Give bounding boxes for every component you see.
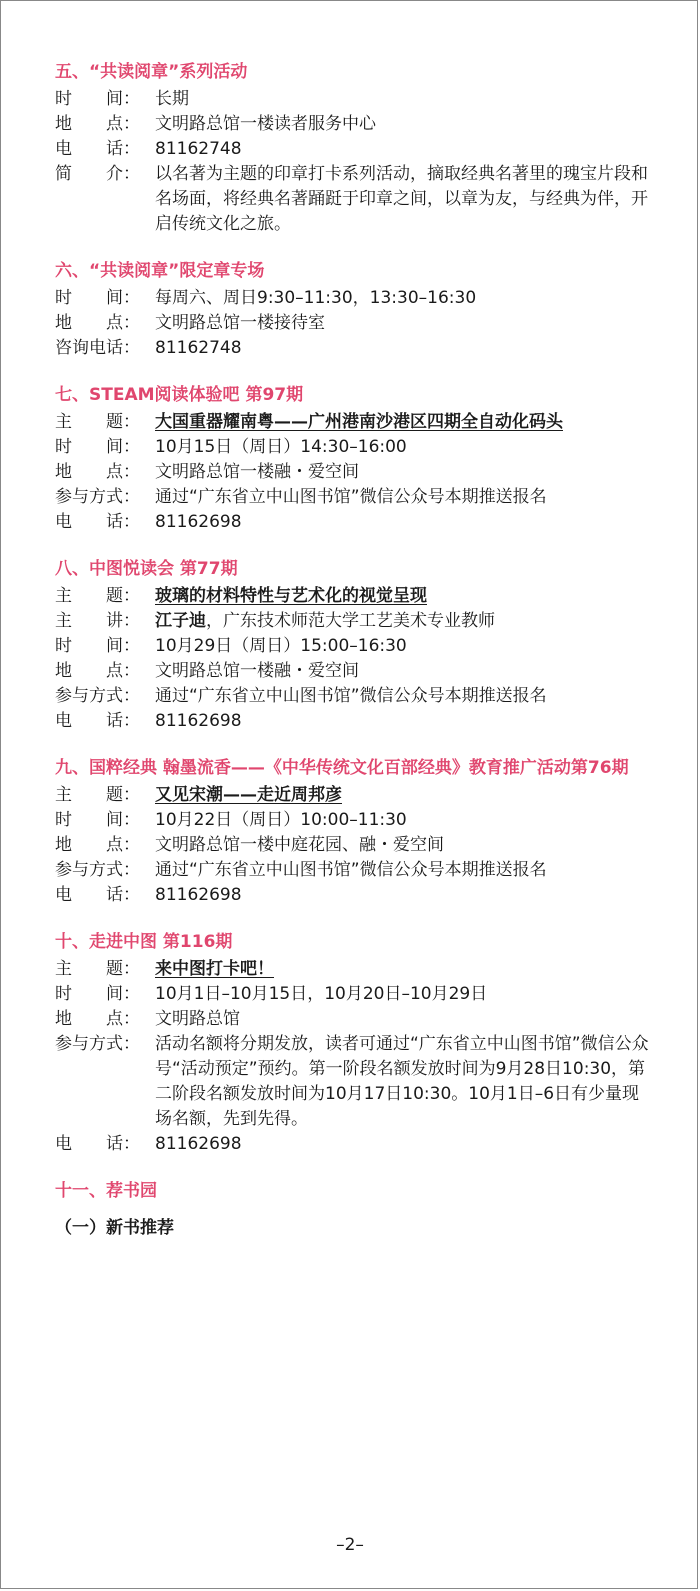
row-label: 参与方式： [55,686,140,706]
row-label: 时 间： [55,636,140,656]
info-row-time [55,87,655,112]
section-heading: 六、“共读阅章”限定章专场 [55,261,265,281]
section-reading-club [55,556,655,734]
info-row-location [55,460,655,485]
row-value: 文明路总馆一楼中庭花园、融・爱空间 [155,835,444,855]
section-heading: 七、STEAM阅读体验吧 第97期 [55,385,304,405]
row-value: 10月22日（周日）10:00–11:30 [155,810,407,830]
row-value: 文明路总馆 [155,1009,240,1029]
info-row-topic [55,783,655,808]
row-label: 咨询电话： [55,338,140,358]
row-label: 主 讲： [55,611,140,631]
info-row-location [55,833,655,858]
row-label: 主 题： [55,785,140,805]
row-label: 时 间： [55,437,140,457]
row-value: 81162698 [155,1134,242,1154]
row-label: 电 话： [55,885,140,905]
row-label: 电 话： [55,512,140,532]
row-label: 参与方式： [55,1034,140,1054]
row-value: 每周六、周日9:30–11:30，13:30–16:30 [155,288,477,308]
row-label: 地 点： [55,462,140,482]
row-label: 主 题： [55,412,140,432]
row-value: 10月1日–10月15日，10月20日–10月29日 [155,984,488,1004]
page-number: –2– [336,1535,364,1555]
topic-value: 大国重器耀南粤——广州港南沙港区四期全自动化码头 [155,412,563,432]
section-steam-reading [55,382,655,535]
row-label: 地 点： [55,835,140,855]
row-label: 时 间： [55,288,140,308]
row-label: 简 介： [55,164,140,184]
info-row-time [55,286,655,311]
info-row-time [55,982,655,1007]
speaker-value [155,609,655,634]
row-value: 81162698 [155,512,242,532]
info-row-location [55,659,655,684]
row-value: 文明路总馆一楼融・爱空间 [155,661,359,681]
info-row-location [55,311,655,336]
section-heading: 八、中图悦读会 第77期 [55,559,238,579]
row-label: 地 点： [55,313,140,333]
row-value: 以名著为主题的印章打卡系列活动，摘取经典名著里的瑰宝片段和名场面，将经典名著踊跹于印章之间，以章为友，与经典为伴，开启传统文化之旅。 [155,164,648,234]
row-value: 文明路总馆一楼融・爱空间 [155,462,359,482]
row-label: 地 点： [55,1009,140,1029]
row-label: 主 题： [55,586,140,606]
page-content [55,59,655,1241]
row-value: 10月15日（周日）14:30–16:00 [155,437,407,457]
info-row-phone [55,709,655,734]
section-gongdu-series [55,59,655,237]
info-row-speaker [55,609,655,634]
row-label: 电 话： [55,711,140,731]
row-label: 地 点： [55,114,140,134]
info-row-time [55,435,655,460]
row-label: 主 题： [55,959,140,979]
row-label: 电 话： [55,139,140,159]
section-heading: 十一、荐书园 [55,1181,157,1201]
info-row-time [55,808,655,833]
row-value: 通过“广东省立中山图书馆”微信公众号本期推送报名 [155,487,547,507]
info-row-participation [55,485,655,510]
info-row-time [55,634,655,659]
topic-value: 又见宋潮——走近周邦彦 [155,785,342,805]
info-row-phone [55,137,655,162]
section-heading: 十、走进中图 第116期 [55,932,233,952]
info-row-topic [55,584,655,609]
section-heading: 五、“共读阅章”系列活动 [55,62,248,82]
topic-value: 来中图打卡吧！ [155,959,274,979]
speaker-name: 江子迪 [155,611,206,631]
info-row-phone [55,510,655,535]
row-label: 时 间： [55,810,140,830]
speaker-title: ，广东技术师范大学工艺美术专业教师 [206,611,495,631]
info-row-phone [55,1132,655,1157]
info-row-topic [55,410,655,435]
topic-value: 玻璃的材料特性与艺术化的视觉呈现 [155,586,427,606]
row-value: 长期 [155,89,189,109]
info-row-location [55,112,655,137]
section-gongdu-limited-stamp [55,258,655,361]
row-value: 81162698 [155,885,242,905]
section-visit-library [55,929,655,1157]
row-value: 活动名额将分期发放，读者可通过“广东省立中山图书馆”微信公众号“活动预定”预约。第一阶段名额发放时间为9月28日10:30，第二阶段名额发放时间为10月17日10:30。10月1日–6日有少量现场名额，先到先得。 [155,1034,649,1129]
info-row-participation [55,858,655,883]
info-row-phone [55,336,655,361]
row-value: 10月29日（周日）15:00–16:30 [155,636,407,656]
section-book-recommend [55,1178,655,1204]
row-value: 文明路总馆一楼读者服务中心 [155,114,376,134]
row-label: 地 点： [55,661,140,681]
section-classics-education [55,755,655,908]
row-value: 通过“广东省立中山图书馆”微信公众号本期推送报名 [155,686,547,706]
info-row-participation [55,684,655,709]
info-row-location [55,1007,655,1032]
subsection-heading-new-books: （一）新书推荐 [55,1218,174,1238]
info-row-phone [55,883,655,908]
row-value: 通过“广东省立中山图书馆”微信公众号本期推送报名 [155,860,547,880]
row-label: 时 间： [55,89,140,109]
row-label: 参与方式： [55,860,140,880]
row-label: 参与方式： [55,487,140,507]
row-value: 文明路总馆一楼接待室 [155,313,325,333]
row-label: 时 间： [55,984,140,1004]
row-value: 81162748 [155,139,242,159]
section-heading: 九、国粹经典 翰墨流香——《中华传统文化百部经典》教育推广活动第76期 [55,758,629,778]
info-row-topic [55,957,655,982]
row-value: 81162698 [155,711,242,731]
row-value: 81162748 [155,338,242,358]
info-row-intro [55,162,655,237]
row-label: 电 话： [55,1134,140,1154]
info-row-participation [55,1032,655,1132]
